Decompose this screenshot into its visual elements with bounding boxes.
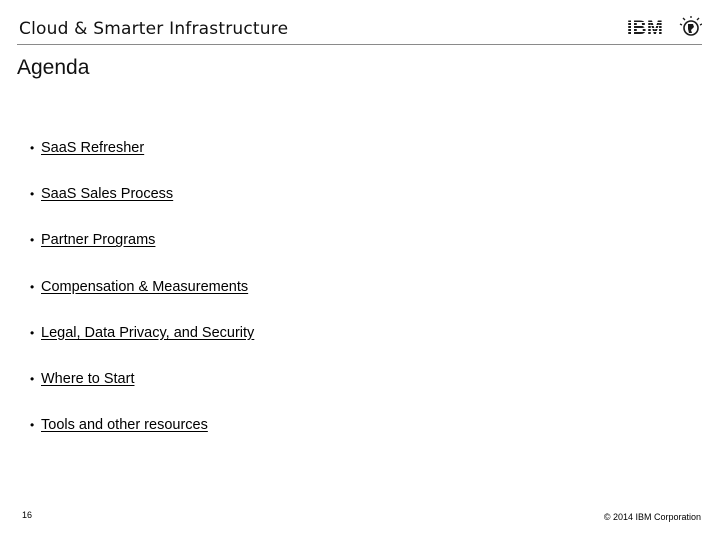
bullet-icon: • bbox=[30, 141, 35, 155]
ibm-logo-graphic bbox=[626, 14, 702, 40]
agenda-link[interactable]: Tools and other resources bbox=[41, 417, 208, 434]
bullet-icon: • bbox=[30, 325, 35, 340]
list-item bbox=[30, 277, 254, 323]
page-number: 16 bbox=[22, 510, 33, 520]
agenda-link[interactable]: SaaS Refresher bbox=[41, 140, 145, 156]
agenda-list bbox=[30, 138, 254, 461]
agenda-link[interactable]: SaaS Sales Process bbox=[41, 186, 174, 203]
bullet-icon: • bbox=[30, 233, 35, 248]
copyright-text: © 2014 IBM Corporation bbox=[603, 512, 701, 522]
agenda-link[interactable]: Compensation & Measurements bbox=[41, 278, 249, 295]
list-item bbox=[30, 369, 254, 415]
list-item bbox=[30, 184, 254, 230]
agenda-link[interactable]: Where to Start bbox=[41, 370, 135, 387]
bullet-icon: • bbox=[30, 371, 35, 386]
page-title: Agenda bbox=[17, 56, 90, 79]
agenda-link[interactable]: Partner Programs bbox=[41, 232, 156, 249]
list-item bbox=[30, 230, 254, 276]
list-item bbox=[30, 138, 254, 184]
bullet-icon: • bbox=[30, 279, 35, 294]
agenda-link[interactable]: Legal, Data Privacy, and Security bbox=[41, 324, 255, 341]
list-item bbox=[30, 415, 254, 461]
bullet-icon: • bbox=[30, 418, 35, 433]
ibm-logo bbox=[626, 14, 702, 40]
header-divider bbox=[17, 44, 702, 45]
list-item bbox=[30, 323, 254, 369]
bullet-icon: • bbox=[30, 187, 35, 202]
header-title: Cloud & Smarter Infrastructure bbox=[19, 19, 289, 39]
